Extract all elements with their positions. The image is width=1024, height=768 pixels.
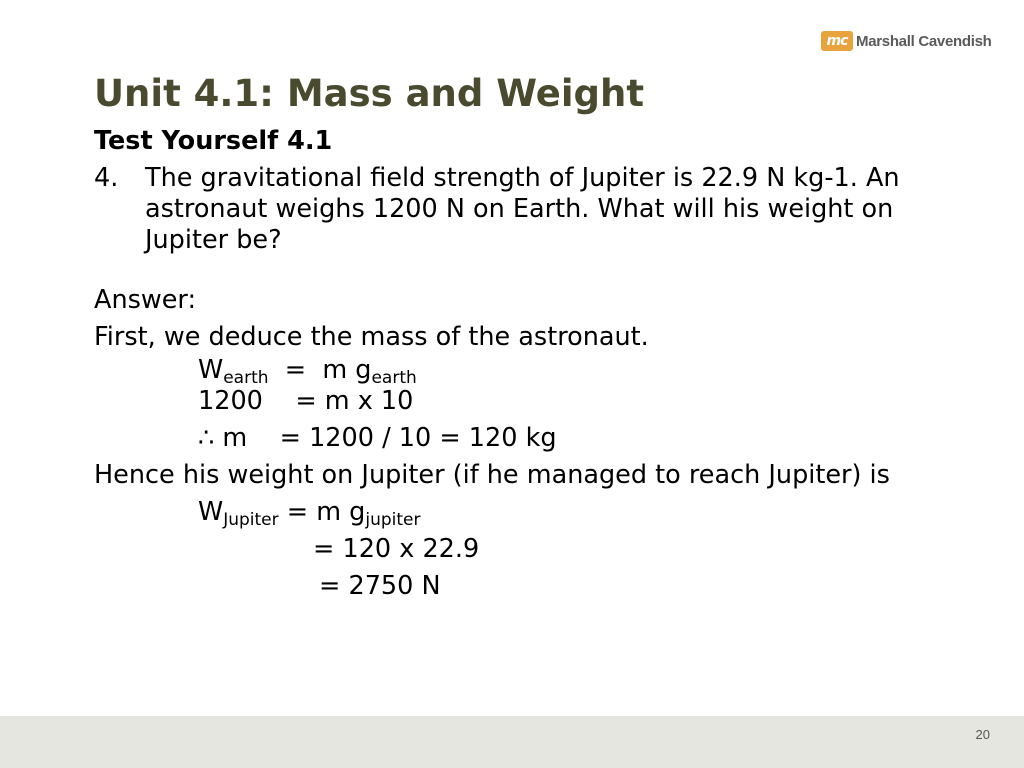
page-number: 20 xyxy=(975,727,990,742)
subheading: Test Yourself 4.1 xyxy=(94,126,333,156)
question xyxy=(94,163,954,256)
eq4-lhs-sub: Jupiter xyxy=(223,510,279,530)
equation-substitution: 1200 = m x 10 xyxy=(198,386,414,416)
logo-mark: mc xyxy=(821,31,853,51)
eq4-rhs-sub: jupiter xyxy=(365,510,421,530)
slide-content xyxy=(94,126,954,602)
footer-bar xyxy=(0,716,1024,768)
question-text: The gravitational field strength of Jupiter is 22.9 N kg-1. An astronaut weighs 1200 N on Earth. What will his weight on Jupiter be? xyxy=(145,163,900,255)
slide-title: Unit 4.1: Mass and Weight xyxy=(94,72,645,115)
eq1-rhs-sub: earth xyxy=(371,368,417,388)
equation-weight-jupiter xyxy=(94,497,954,528)
question-number: 4. xyxy=(94,163,119,193)
eq4-lhs: W xyxy=(198,497,224,527)
eq1-lhs-sub: earth xyxy=(223,368,269,388)
answer-label: Answer: xyxy=(94,285,197,315)
step-2-text: Hence his weight on Jupiter (if he managed to reach Jupiter) is xyxy=(94,460,890,490)
eq1-mid: = m g xyxy=(268,355,372,385)
eq3-text: m = 1200 / 10 = 120 kg xyxy=(214,423,557,453)
logo-text: Marshall Cavendish xyxy=(856,32,992,50)
equation-weight-earth xyxy=(94,355,954,386)
therefore-symbol: ∴ xyxy=(198,423,215,453)
marshall-cavendish-logo xyxy=(821,30,991,52)
eq4-mid: = m g xyxy=(278,497,366,527)
equation-jupiter-result: = 2750 N xyxy=(319,571,441,601)
equation-jupiter-substitution: = 120 x 22.9 xyxy=(313,534,480,564)
eq1-lhs: W xyxy=(198,355,224,385)
step-1-text: First, we deduce the mass of the astronaut. xyxy=(94,322,649,352)
equation-mass xyxy=(94,423,954,454)
